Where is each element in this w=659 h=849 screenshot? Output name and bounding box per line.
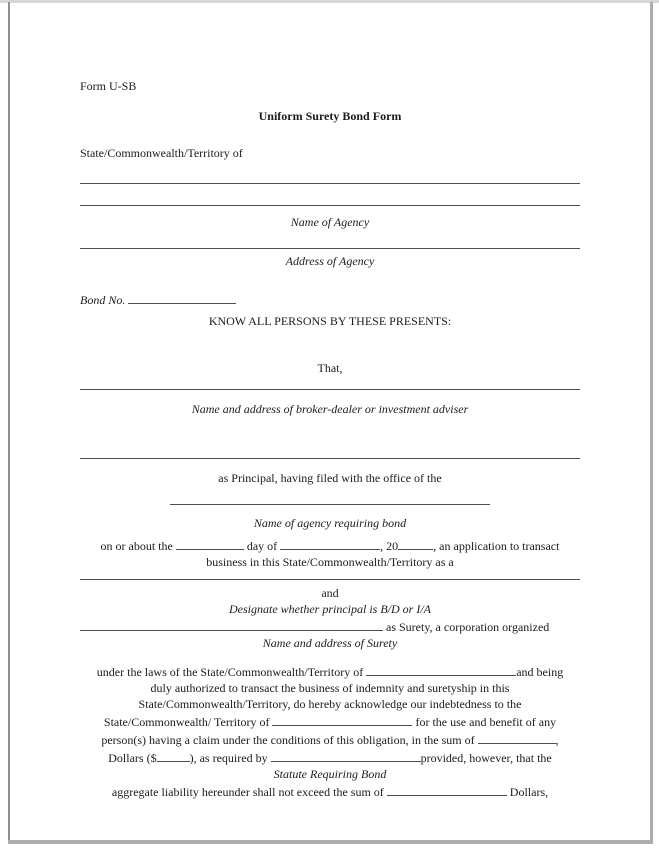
caption-statute-requiring-bond: Statute Requiring Bond xyxy=(273,767,387,781)
obligation-line-4 xyxy=(80,712,580,730)
caption-agency-requiring-bond: Name of agency requiring bond xyxy=(253,516,407,530)
blank-field[interactable] xyxy=(157,748,190,762)
business-line: business in this State/Commonwealth/Territory as a xyxy=(206,555,454,569)
that-line: That, xyxy=(317,361,343,375)
text-segment: , 20 xyxy=(380,539,399,553)
obligation-line-3: State/Commonwealth/Territory, do hereby acknowledge our indebtedness to the xyxy=(138,697,522,711)
text-segment: aggregate liability hereunder shall not exceed the sum of xyxy=(111,785,387,799)
state-territory-label: State/Commonwealth/Territory of xyxy=(80,146,243,160)
broker-dealer-fill-line[interactable] xyxy=(80,389,580,390)
obligation-line-5 xyxy=(80,730,580,748)
text-segment: and being xyxy=(516,665,564,679)
text-segment: for the use and benefit of any xyxy=(412,715,557,729)
text-segment: ), as required by xyxy=(189,751,271,765)
text-segment: person(s) having a claim under the conditions of this obligation, in the sum of xyxy=(101,733,478,747)
form-id: Form U-SB xyxy=(80,79,137,93)
principal-fill-line[interactable] xyxy=(80,458,580,459)
text-segment: provided, however, that the xyxy=(420,751,552,765)
agency-requiring-fill-line[interactable] xyxy=(170,504,490,505)
obligation-line-7 xyxy=(80,782,580,800)
blank-field[interactable] xyxy=(80,617,383,631)
blank-field[interactable] xyxy=(271,748,421,762)
document-content xyxy=(80,78,580,800)
caption-broker-dealer: Name and address of broker-dealer or investment adviser xyxy=(191,402,469,416)
bond-no-line xyxy=(80,290,580,308)
text-segment: under the laws of the State/Commonwealth/Territory of xyxy=(96,665,367,679)
caption-designate-principal: Designate whether principal is B/D or I/A xyxy=(229,602,431,616)
caption-name-of-agency: Name of Agency xyxy=(290,215,370,229)
text-segment: , an application to transact xyxy=(433,539,560,553)
state-territory-fill-line[interactable] xyxy=(80,183,580,184)
caption-name-address-surety: Name and address of Surety xyxy=(262,636,398,650)
surety-line xyxy=(80,617,580,635)
caption-address-of-agency: Address of Agency xyxy=(285,254,375,268)
blank-field[interactable] xyxy=(128,290,236,304)
blank-field[interactable] xyxy=(280,536,380,550)
text-segment: State/Commonwealth/ Territory of xyxy=(103,715,273,729)
blank-field[interactable] xyxy=(398,536,433,550)
text-segment: on or about the xyxy=(100,539,176,553)
text-segment: as Surety, a corporation organized xyxy=(383,620,550,634)
principal-line: as Principal, having filed with the office of the xyxy=(218,471,442,485)
page-edge-bottom xyxy=(8,840,653,844)
obligation-line-2: duly authorized to transact the business of indemnity and suretyship in this xyxy=(150,681,510,695)
date-application-line xyxy=(80,536,580,554)
text-segment: day of xyxy=(243,539,281,553)
obligation-line-1 xyxy=(80,662,580,680)
and-word: and xyxy=(321,586,339,600)
page-edge-left xyxy=(8,2,10,843)
blank-field[interactable] xyxy=(176,536,244,550)
business-type-fill-line[interactable] xyxy=(80,579,580,580)
agency-address-fill-line[interactable] xyxy=(80,248,580,249)
text-segment: , xyxy=(555,733,559,747)
text-segment: Dollars, xyxy=(506,785,549,799)
text-segment: Bond No. xyxy=(80,293,129,307)
text-segment: Dollars ($ xyxy=(108,751,157,765)
agency-name-fill-line[interactable] xyxy=(80,205,580,206)
blank-field[interactable] xyxy=(478,730,556,744)
form-title: Uniform Surety Bond Form xyxy=(258,109,402,123)
obligation-line-6 xyxy=(80,748,580,766)
know-all-heading: KNOW ALL PERSONS BY THESE PRESENTS: xyxy=(208,314,452,328)
blank-field[interactable] xyxy=(387,782,507,796)
page-edge-right xyxy=(650,2,653,843)
blank-field[interactable] xyxy=(366,662,516,676)
page-edge-top xyxy=(0,0,659,3)
blank-field[interactable] xyxy=(272,712,412,726)
